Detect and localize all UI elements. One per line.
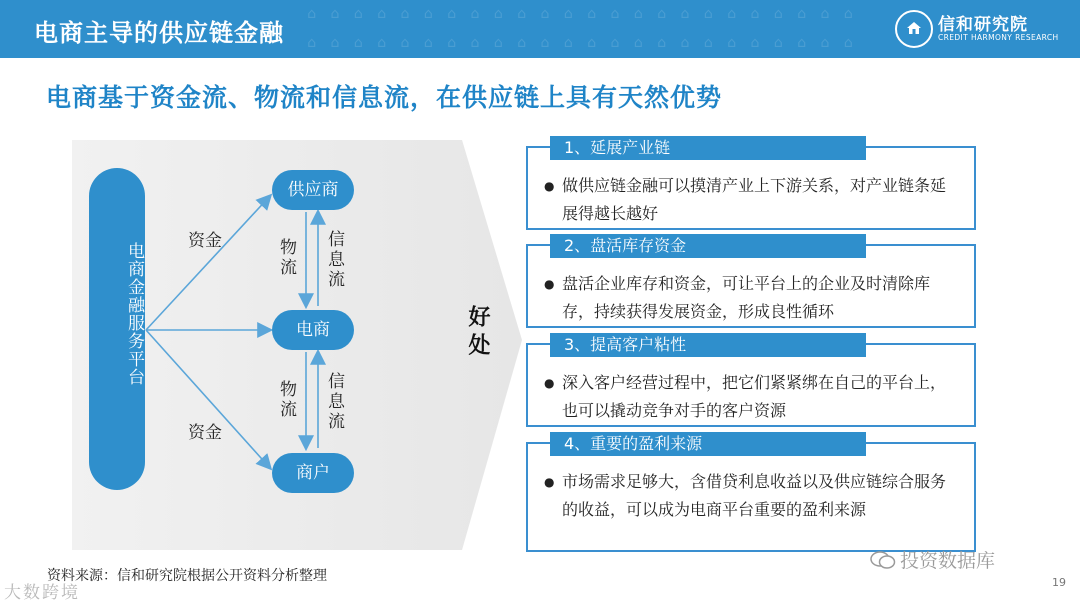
bullet-icon: ● — [544, 376, 555, 390]
benefit-card-heading: 3、提高客户粘性 — [550, 333, 866, 357]
benefit-card-body — [544, 369, 960, 425]
benefit-card-2 — [526, 236, 976, 328]
benefit-card-1 — [526, 138, 976, 230]
fund-flow-label-bottom: 资金 — [188, 423, 222, 443]
logistics-label-top: 物流 — [276, 238, 296, 278]
source-note: 资料来源：信和研究院根据公开资料分析整理 — [47, 568, 327, 584]
bullet-icon: ● — [544, 277, 555, 291]
benefit-card-text: 做供应链金融可以摸清产业上下游关系，对产业链条延展得越长越好 — [562, 176, 947, 223]
slide-title: 电商主导的供应链金融 — [34, 19, 284, 47]
benefit-card-body — [544, 468, 960, 524]
logistics-label-bottom: 物流 — [276, 380, 296, 420]
info-flow-label-bottom: 信息流 — [324, 372, 344, 432]
merchant-node: 商户 — [272, 453, 354, 493]
header-pattern: ⌂ ⌂ ⌂ ⌂ ⌂ ⌂ ⌂ ⌂ ⌂ ⌂ ⌂ ⌂ ⌂ ⌂ ⌂ ⌂ ⌂ ⌂ ⌂ ⌂ ⌂ ⌂ ⌂ ⌂ ⌂ ⌂ ⌂ ⌂ ⌂ ⌂ ⌂ ⌂ ⌂ ⌂ ⌂ ⌂ ⌂ ⌂ ⌂ ⌂ ⌂ ⌂ ⌂ ⌂ ⌂ ⌂ ⌂ ⌂ — [307, 6, 853, 51]
benefit-card-body — [544, 270, 960, 326]
platform-node — [89, 168, 145, 490]
bullet-icon: ● — [544, 475, 555, 489]
benefit-card-heading: 4、重要的盈利来源 — [550, 432, 866, 456]
benefit-card-text: 深入客户经营过程中，把它们紧紧绑在自己的平台上，也可以撬动竞争对手的客户资源 — [562, 373, 947, 420]
benefit-card-heading: 2、盘活库存资金 — [550, 234, 866, 258]
fund-flow-label-top: 资金 — [188, 231, 222, 251]
watermark-right-text: 投资数据库 — [900, 550, 996, 572]
benefit-card-text: 盘活企业库存和资金，可让平台上的企业及时清除库存，持续获得发展资金，形成良性循环 — [562, 274, 931, 321]
bullet-icon: ● — [544, 179, 555, 193]
slide-subtitle: 电商基于资金流、物流和信息流，在供应链上具有天然优势 — [46, 83, 723, 112]
benefit-card-heading: 1、延展产业链 — [550, 136, 866, 160]
benefit-card-3 — [526, 335, 976, 427]
arrow-to-supplier — [146, 196, 270, 330]
supplier-node: 供应商 — [272, 170, 354, 210]
page-number: 19 — [1052, 576, 1066, 589]
benefit-card-text: 市场需求足够大，含借贷利息收益以及供应链综合服务的收益，可以成为电商平台重要的盈利来源 — [562, 472, 947, 519]
platform-label: 电商金融服务平台 — [124, 242, 144, 386]
logo-name: 信和研究院 — [938, 15, 1028, 35]
watermark-left: 大数跨境 — [4, 583, 80, 603]
logo-english-name: CREDIT HARMONY RESEARCH — [938, 33, 1059, 42]
arrow-to-merchant — [146, 330, 270, 468]
benefit-card-4 — [526, 434, 976, 552]
benefit-label: 好处 — [465, 305, 490, 361]
wechat-icon — [870, 550, 896, 570]
benefit-card-body — [544, 172, 960, 228]
info-flow-label-top: 信息流 — [324, 230, 344, 290]
watermark-right — [870, 546, 995, 573]
ecommerce-node: 电商 — [272, 310, 354, 350]
